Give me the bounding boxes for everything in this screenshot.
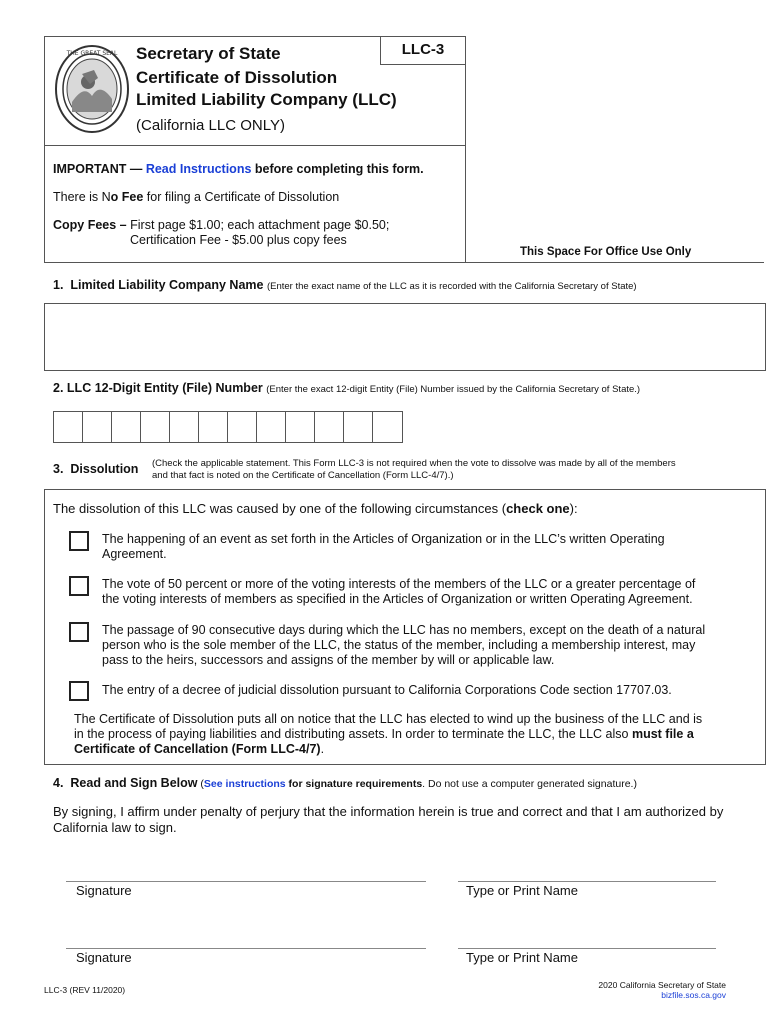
section4-heading xyxy=(53,776,637,790)
entity-digit-11[interactable] xyxy=(344,412,373,442)
intro-bold: check one xyxy=(506,501,570,516)
option-1-checkbox[interactable] xyxy=(69,531,89,551)
section4-bold: for signature requirements xyxy=(285,778,423,790)
header-line-2: Certificate of Dissolution xyxy=(136,68,338,87)
option-1-text xyxy=(102,532,722,562)
dissolution-intro xyxy=(53,501,578,516)
footer-copyright: 2020 California Secretary of State xyxy=(598,980,726,990)
entity-number-grid xyxy=(53,411,403,443)
entity-digit-4[interactable] xyxy=(141,412,170,442)
option-1-line2: Agreement. xyxy=(102,547,167,561)
section3-number: 3. xyxy=(53,462,64,476)
print-name-line-1[interactable] xyxy=(458,881,716,882)
copy-fees-text2: Certification Fee - $5.00 plus copy fees xyxy=(130,233,347,247)
entity-digit-7[interactable] xyxy=(228,412,257,442)
fee-post: for filing a Certificate of Dissolution xyxy=(143,190,340,204)
fee-line xyxy=(53,190,339,204)
entity-digit-3[interactable] xyxy=(112,412,141,442)
signature-line-2[interactable] xyxy=(66,948,426,949)
option-2-line1: The vote of 50 percent or more of the voting interests of the members of the LLC or a greater percentage of xyxy=(102,577,696,591)
entity-digit-10[interactable] xyxy=(315,412,344,442)
office-use-divider xyxy=(464,262,764,263)
section1-hint: (Enter the exact name of the LLC as it is recorded with the California Secretary of State) xyxy=(266,281,637,292)
form-revision: LLC-3 (REV 11/2020) xyxy=(44,985,126,995)
notice-line2 xyxy=(74,727,754,742)
important-suffix: before completing this form. xyxy=(251,162,424,176)
print-name-label-1: Type or Print Name xyxy=(466,883,578,898)
fee-bold: o Fee xyxy=(110,190,144,204)
section4-rest: . Do not use a computer generated signature.) xyxy=(422,778,637,790)
option-2-line2: the voting interests of members as specified in the Articles of Organization or written Operating Agreement. xyxy=(102,592,693,606)
option-4-text xyxy=(102,683,722,698)
entity-digit-8[interactable] xyxy=(257,412,286,442)
section3-heading xyxy=(53,462,138,476)
office-use-label: This Space For Office Use Only xyxy=(520,246,692,258)
notice-line1: The Certificate of Dissolution puts all on notice that the LLC has elected to wind up the business of the LLC and is xyxy=(74,712,703,726)
entity-digit-6[interactable] xyxy=(199,412,228,442)
fee-pre: There is N xyxy=(53,190,111,204)
signature-label-2: Signature xyxy=(76,950,132,965)
section2-number: 2. xyxy=(53,381,64,395)
see-instructions-link[interactable]: See instructions xyxy=(203,778,286,790)
important-line xyxy=(53,162,424,176)
option-3-text xyxy=(102,623,722,668)
option-2-checkbox[interactable] xyxy=(69,576,89,596)
intro-post: ): xyxy=(569,501,578,516)
section1-heading xyxy=(53,278,637,292)
section4-number: 4. xyxy=(53,776,64,790)
signature-label-1: Signature xyxy=(76,883,132,898)
notice-line3 xyxy=(74,742,754,757)
llc-name-input[interactable] xyxy=(44,303,766,371)
entity-digit-9[interactable] xyxy=(286,412,315,442)
option-4-line1: The entry of a decree of judicial dissolution pursuant to California Corporations Code section 17707.03. xyxy=(102,683,672,697)
option-4-checkbox[interactable] xyxy=(69,681,89,701)
form-number-box xyxy=(380,36,465,65)
important-prefix: IMPORTANT — xyxy=(53,162,146,176)
option-3-line3: pass to the heirs, successors and assigns of the member by will or applicable law. xyxy=(102,653,555,667)
dissolution-notice xyxy=(74,712,754,757)
form-number: LLC-3 xyxy=(401,41,445,58)
intro-pre: The dissolution of this LLC was caused by one of the following circumstances ( xyxy=(53,501,507,516)
section1-title: Limited Liability Company Name xyxy=(70,278,264,292)
header-line-3: Limited Liability Company (LLC) xyxy=(136,90,397,109)
entity-digit-5[interactable] xyxy=(170,412,199,442)
read-instructions-link[interactable]: Read Instructions xyxy=(145,162,252,176)
option-1-line1: The happening of an event as set forth in the Articles of Organization or in the LLC’s written Operating xyxy=(102,532,665,546)
section3-title: Dissolution xyxy=(70,462,139,476)
entity-digit-12[interactable] xyxy=(373,412,402,442)
section4-paren: ( xyxy=(197,778,204,790)
section3-hint-2: and that fact is noted on the Certificate of Cancellation (Form LLC-4/7).) xyxy=(152,470,454,481)
section1-number: 1. xyxy=(53,278,64,292)
affirmation-line2: California law to sign. xyxy=(53,820,177,835)
section2-heading xyxy=(53,381,640,395)
copy-fees-line1 xyxy=(53,218,389,232)
affirmation xyxy=(53,804,723,836)
option-2-text xyxy=(102,577,722,607)
header-line-4: (California LLC ONLY) xyxy=(136,117,285,134)
notice-line2-bold: must file a xyxy=(631,727,694,741)
section2-hint: (Enter the exact 12-digit Entity (File) Number issued by the California Secretary of State.) xyxy=(266,384,641,395)
california-state-seal-icon xyxy=(54,44,130,134)
option-3-checkbox[interactable] xyxy=(69,622,89,642)
signature-line-1[interactable] xyxy=(66,881,426,882)
option-3-line2: person who is the sole member of the LLC, the status of the member, including a membership interest, may xyxy=(102,638,696,652)
notice-line3-bold: Certificate of Cancellation (Form LLC-4/7) xyxy=(74,742,321,756)
entity-digit-1[interactable] xyxy=(54,412,83,442)
bizfile-link[interactable]: bizfile.sos.ca.gov xyxy=(661,990,726,1000)
affirmation-line1: By signing, I affirm under penalty of perjury that the information herein is true and correct and that I am authorized by xyxy=(53,804,724,819)
footer-right xyxy=(598,980,726,1000)
notice-line2-text: in the process of paying liabilities and distributing assets. In order to terminate the LLC, the LLC also xyxy=(74,727,632,741)
entity-digit-2[interactable] xyxy=(83,412,112,442)
svg-text:THE GREAT SEAL: THE GREAT SEAL xyxy=(66,50,118,57)
section2-title: LLC 12-Digit Entity (File) Number xyxy=(66,381,263,395)
header-line-1: Secretary of State xyxy=(136,44,281,63)
print-name-line-2[interactable] xyxy=(458,948,716,949)
option-3-line1: The passage of 90 consecutive days during which the LLC has no members, except on the death of a natural xyxy=(102,623,706,637)
section3-hint-1: (Check the applicable statement. This Form LLC-3 is not required when the vote to dissolve was made by all of the members xyxy=(152,458,676,469)
section4-title: Read and Sign Below xyxy=(70,776,198,790)
notice-line3-end: . xyxy=(320,742,325,756)
copy-fees-text1: First page $1.00; each attachment page $0.50; xyxy=(130,218,390,232)
print-name-label-2: Type or Print Name xyxy=(466,950,578,965)
copy-fees-label: Copy Fees – xyxy=(53,218,127,232)
